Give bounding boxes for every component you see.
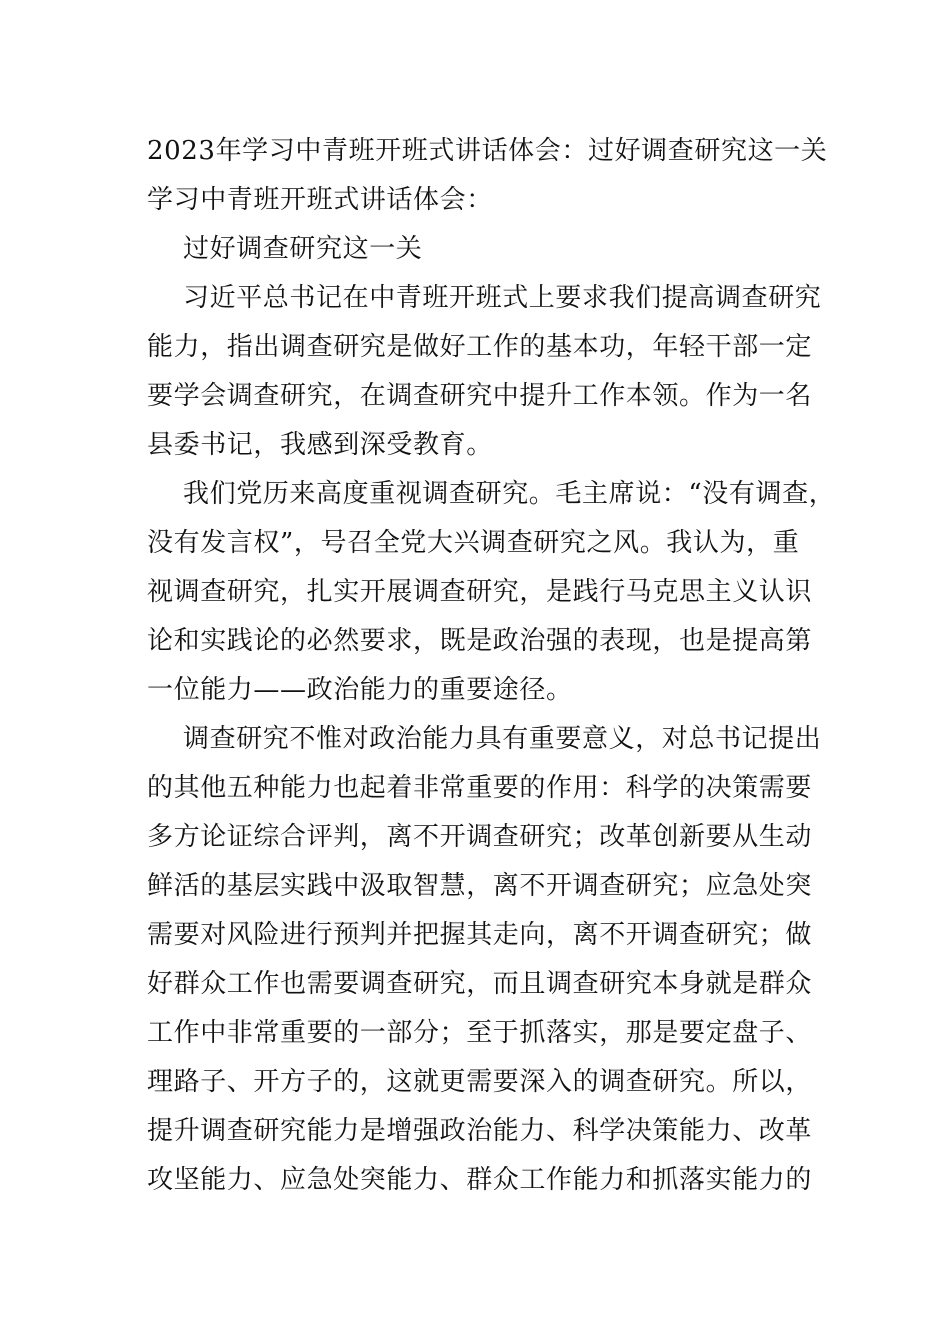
paragraph-2-line: 一位能力——政治能力的重要途径。 <box>147 675 573 705</box>
paragraph-3-line: 需要对风险进行预判并把握其走向，离不开调查研究；做 <box>147 920 813 950</box>
paragraph-1-line: 要学会调查研究，在调查研究中提升工作本领。作为一名 <box>147 381 813 411</box>
paragraph-1-line: 能力，指出调查研究是做好工作的基本功，年轻干部一定 <box>147 332 813 362</box>
paragraph-3-line: 攻坚能力、应急处突能力、群众工作能力和抓落实能力的 <box>147 1165 813 1195</box>
paragraph-3-line: 提升调查研究能力是增强政治能力、科学决策能力、改革 <box>147 1116 813 1146</box>
paragraph-1-line: 县委书记，我感到深受教育。 <box>147 430 493 460</box>
paragraph-3-line: 调查研究不惟对政治能力具有重要意义，对总书记提出 <box>183 724 822 754</box>
paragraph-3-line: 鲜活的基层实践中汲取智慧，离不开调查研究；应急处突 <box>147 871 813 901</box>
document-title-line-1: 2023年学习中青班开班式讲话体会：过好调查研究这一关 <box>147 136 828 166</box>
paragraph-2-line: 视调查研究，扎实开展调查研究，是践行马克思主义认识 <box>147 577 813 607</box>
paragraph-3-line: 工作中非常重要的一部分；至于抓落实，那是要定盘子、 <box>147 1018 813 1048</box>
paragraph-3-line: 多方论证综合评判，离不开调查研究；改革创新要从生动 <box>147 822 813 852</box>
paragraph-2-line: 我们党历来高度重视调查研究。毛主席说：“没有调查， <box>183 479 836 509</box>
document-title-line-2: 学习中青班开班式讲话体会： <box>147 185 493 215</box>
document-subtitle: 过好调查研究这一关 <box>183 234 423 264</box>
paragraph-3-line: 理路子、开方子的，这就更需要深入的调查研究。所以， <box>147 1067 813 1097</box>
paragraph-3-line: 好群众工作也需要调查研究，而且调查研究本身就是群众 <box>147 969 813 999</box>
paragraph-1-line: 习近平总书记在中青班开班式上要求我们提高调查研究 <box>183 283 822 313</box>
paragraph-3-line: 的其他五种能力也起着非常重要的作用：科学的决策需要 <box>147 773 813 803</box>
paragraph-2-line: 没有发言权”，号召全党大兴调查研究之风。我认为，重 <box>147 528 800 558</box>
paragraph-2-line: 论和实践论的必然要求，既是政治强的表现，也是提高第 <box>147 626 813 656</box>
